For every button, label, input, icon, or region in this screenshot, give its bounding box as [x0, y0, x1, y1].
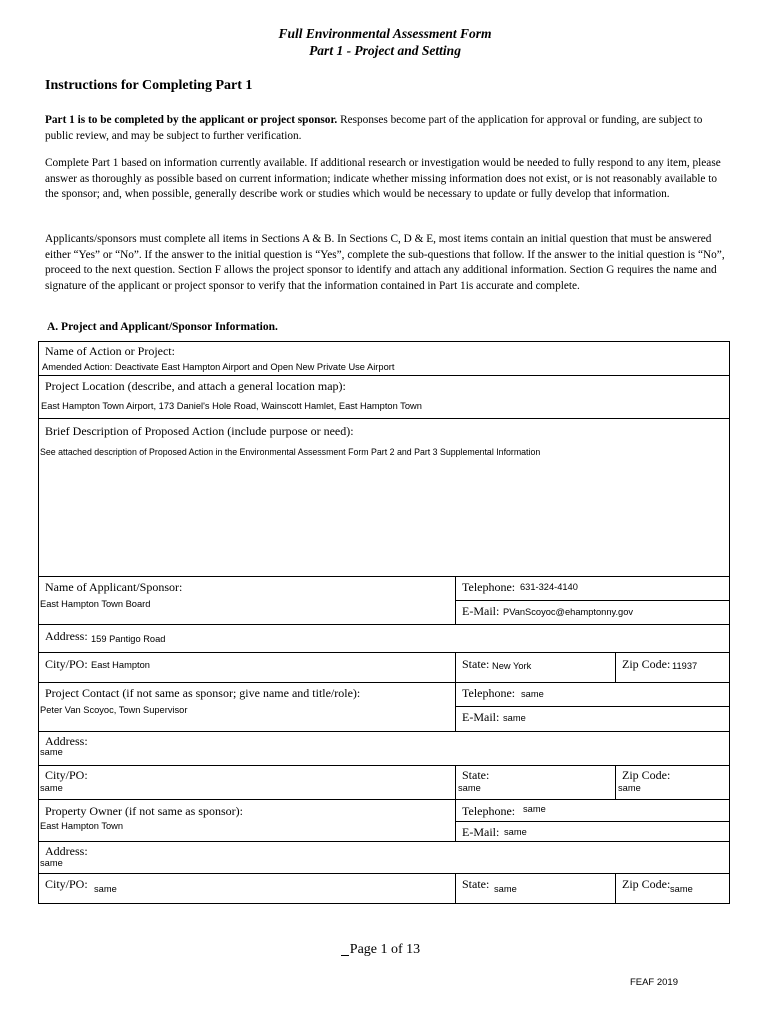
zip-field[interactable]: 11937: [672, 661, 698, 671]
page-number: Page 1 of 13: [349, 942, 421, 957]
row-divider: [455, 706, 730, 707]
owner-email-field[interactable]: same: [504, 827, 527, 837]
telephone-field[interactable]: 631-324-4140: [520, 582, 578, 592]
applicant-name-label: Name of Applicant/Sponsor:: [45, 580, 183, 594]
row-divider: [38, 682, 730, 683]
city-field[interactable]: East Hampton: [91, 660, 150, 670]
column-divider: [455, 765, 456, 799]
owner-address-field[interactable]: same: [40, 858, 63, 868]
owner-zip-label: Zip Code:: [622, 877, 671, 891]
row-divider: [38, 576, 730, 577]
instructions-paragraph-1: [45, 113, 725, 144]
project-contact-label: Project Contact (if not same as sponsor; give name and title/role):: [45, 686, 361, 700]
owner-address-label: Address:: [45, 844, 88, 858]
row-divider: [38, 765, 730, 766]
contact-email-label: E-Mail:: [462, 710, 500, 724]
property-owner-label: Property Owner (if not same as sponsor):: [45, 804, 243, 818]
owner-telephone-label: Telephone:: [462, 804, 516, 818]
contact-email-field[interactable]: same: [503, 713, 526, 723]
contact-address-label: Address:: [45, 734, 88, 748]
contact-telephone-field[interactable]: same: [521, 689, 544, 699]
instructions-p1-rest: Responses become part of the application for approval or funding, are subject to public review, and may be subject to further verification.: [45, 114, 703, 142]
contact-zip-field[interactable]: same: [618, 783, 641, 793]
property-owner-field[interactable]: East Hampton Town: [40, 821, 124, 831]
project-location-label: Project Location (describe, and attach a general location map):: [45, 379, 346, 393]
owner-city-label: City/PO:: [45, 877, 88, 891]
owner-zip-field[interactable]: same: [670, 884, 693, 894]
contact-state-field[interactable]: same: [458, 783, 481, 793]
column-divider: [455, 682, 456, 731]
state-label: State:: [462, 657, 490, 671]
project-contact-field[interactable]: Peter Van Scoyoc, Town Supervisor: [40, 705, 188, 715]
address-field[interactable]: 159 Pantigo Road: [91, 634, 166, 644]
row-divider: [38, 418, 730, 419]
name-of-action-field[interactable]: Amended Action: Deactivate East Hampton Airport and Open New Private Use Airport: [42, 362, 395, 372]
contact-city-field[interactable]: same: [40, 783, 63, 793]
row-divider: [38, 731, 730, 732]
owner-telephone-field[interactable]: same: [523, 804, 546, 814]
column-divider: [455, 576, 456, 624]
row-divider: [455, 600, 730, 601]
address-label: Address:: [45, 629, 88, 643]
column-divider: [615, 765, 616, 799]
zip-label: Zip Code:: [622, 657, 671, 671]
state-field[interactable]: New York: [492, 661, 532, 671]
instructions-p1-bold: Part 1 is to be completed by the applicant or project sponsor.: [45, 114, 338, 126]
form-code: FEAF 2019: [629, 977, 678, 988]
row-divider: [38, 841, 730, 842]
email-label: E-Mail:: [462, 604, 500, 618]
contact-state-label: State:: [462, 768, 490, 782]
owner-city-field[interactable]: same: [94, 884, 117, 894]
contact-zip-label: Zip Code:: [622, 768, 671, 782]
contact-city-label: City/PO:: [45, 768, 88, 782]
owner-state-field[interactable]: same: [494, 884, 517, 894]
contact-telephone-label: Telephone:: [462, 686, 516, 700]
instructions-paragraph-2: Complete Part 1 based on information currently available. If additional research or investigation would be needed to fully respond to any item, please answer as thoroughly as possible based on current information; indicate whether missing information does not exist, or is not reasonably available to the sponsor; and, when possible, generally describe work or studies which would be necessary to update or fully develop that information.: [45, 157, 721, 200]
row-divider: [38, 873, 730, 874]
owner-email-label: E-Mail:: [462, 825, 500, 839]
name-of-action-label: Name of Action or Project:: [45, 344, 175, 358]
column-divider: [455, 873, 456, 904]
owner-state-label: State:: [462, 877, 490, 891]
form-subtitle: Part 1 - Project and Setting: [309, 43, 461, 58]
contact-address-field[interactable]: same: [40, 747, 63, 757]
email-field[interactable]: PVanScoyoc@ehamptonny.gov: [503, 607, 634, 617]
city-label: City/PO:: [45, 657, 88, 671]
column-divider: [455, 652, 456, 682]
row-divider: [38, 375, 730, 376]
form-title: Full Environmental Assessment Form: [278, 26, 492, 41]
row-divider: [38, 624, 730, 625]
column-divider: [455, 799, 456, 841]
instructions-paragraph-3: Applicants/sponsors must complete all items in Sections A & B. In Sections C, D & E, most items contain an initial question that must be answered either “Yes” or “No”. If the answer to the initial question is “Yes”, complete the sub-questions that follow. If the answer to the initial question is “No”, proceed to the next question. Section F allows the project sponsor to identify and attach any additional information. Section G requires the name and signature of the applicant or project sponsor to verify that the information contained in Part 1is accurate and complete.: [45, 233, 725, 292]
row-divider: [38, 652, 730, 653]
section-a-heading: A. Project and Applicant/Sponsor Information.: [47, 321, 278, 333]
column-divider: [615, 652, 616, 682]
page-cursor-mark: [341, 955, 349, 956]
row-divider: [38, 799, 730, 800]
project-location-field[interactable]: East Hampton Town Airport, 173 Daniel's Hole Road, Wainscott Hamlet, East Hampton Town: [41, 401, 422, 411]
column-divider: [615, 873, 616, 904]
description-field[interactable]: See attached description of Proposed Action in the Environmental Assessment Form Part 2 and Part 3 Supplemental Information: [40, 447, 541, 457]
description-label: Brief Description of Proposed Action (include purpose or need):: [45, 424, 354, 438]
instructions-heading: Instructions for Completing Part 1: [45, 78, 253, 93]
row-divider: [455, 821, 730, 822]
telephone-label: Telephone:: [462, 580, 516, 594]
applicant-name-field[interactable]: East Hampton Town Board: [40, 599, 151, 609]
